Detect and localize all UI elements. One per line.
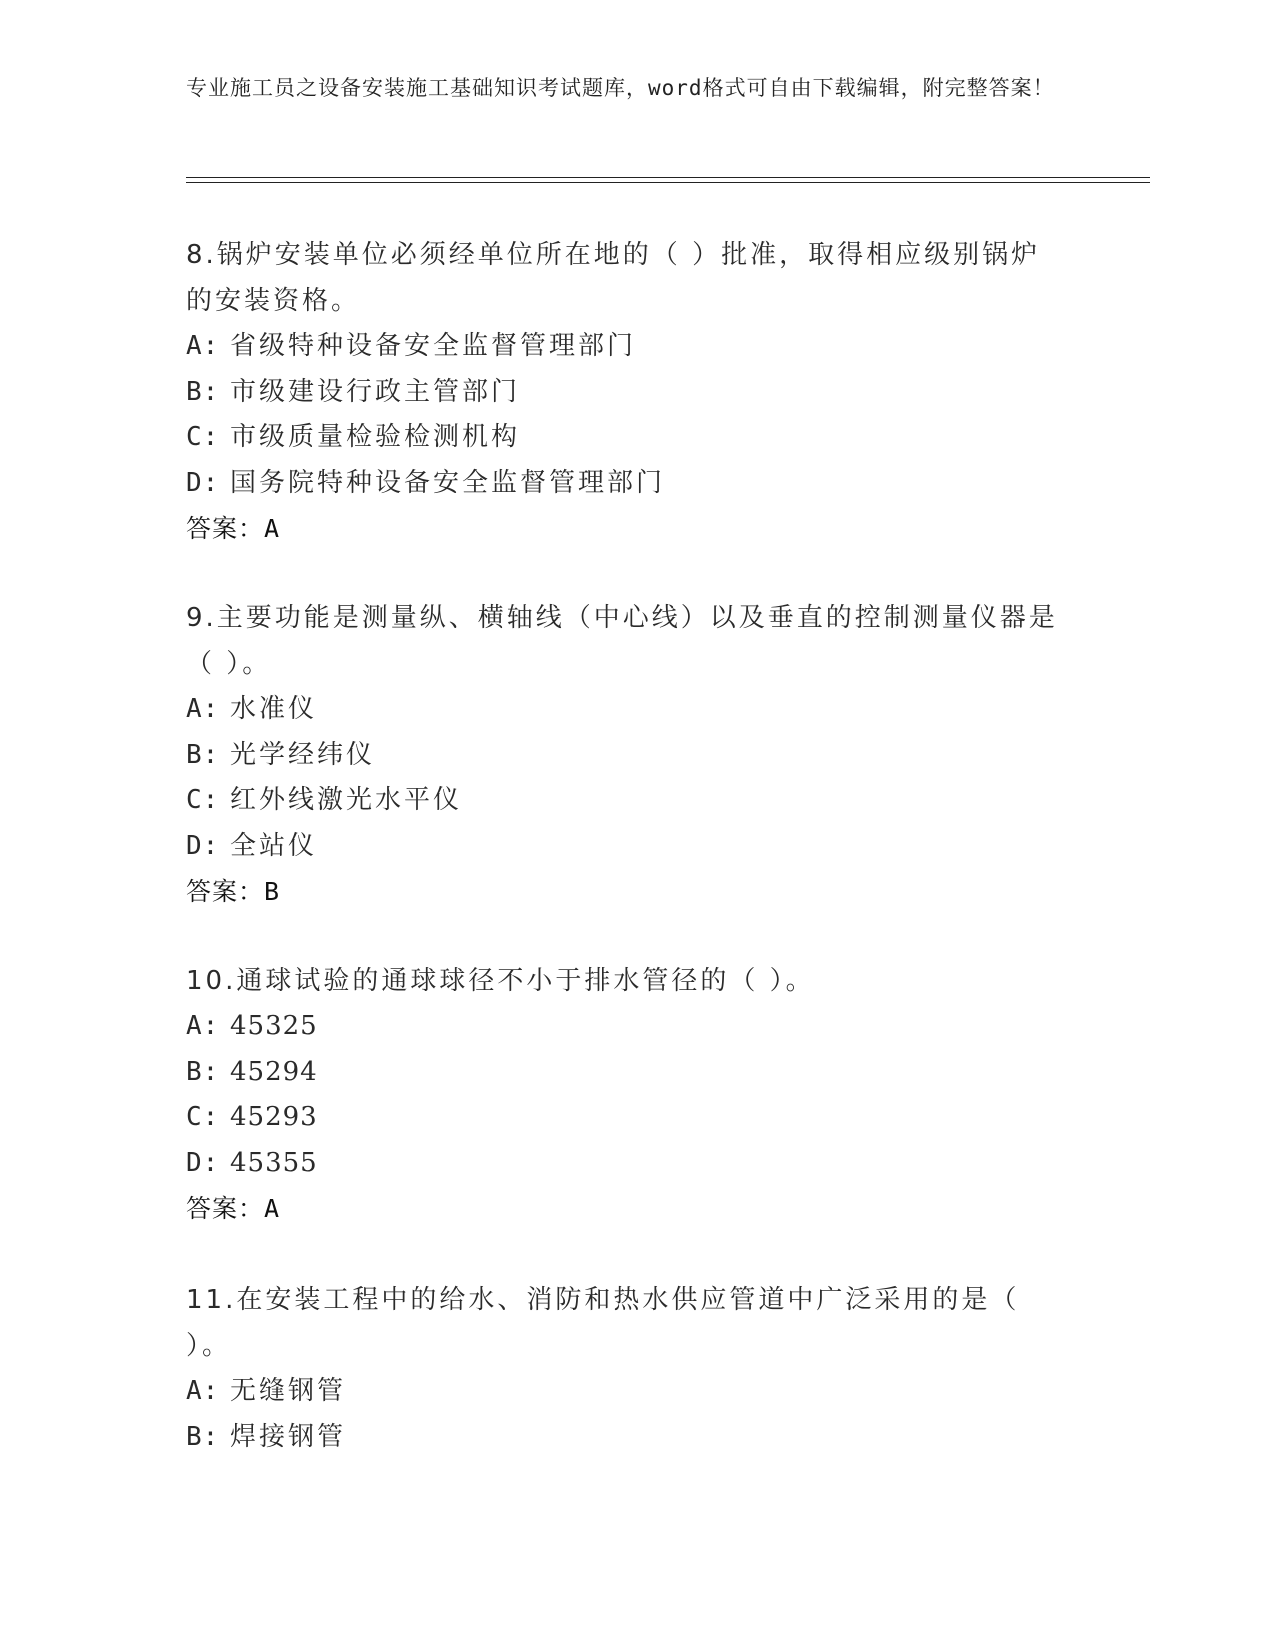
- option-d: [186, 461, 1066, 507]
- option-letter: B:: [186, 376, 220, 407]
- option-letter: B:: [186, 739, 220, 770]
- question-10: [186, 958, 1066, 1232]
- option-text: 市级质量检验检测机构: [230, 422, 521, 452]
- option-b: [186, 1415, 1066, 1461]
- option-d: [186, 824, 1066, 870]
- option-a: [186, 687, 1066, 733]
- option-a: [186, 1369, 1066, 1415]
- option-letter: B:: [186, 1421, 220, 1452]
- option-letter: D:: [186, 467, 220, 498]
- question-stem: 11.在安装工程中的给水、消防和热水供应管道中广泛采用的是（ ）。: [186, 1285, 1020, 1361]
- option-b: [186, 1050, 1066, 1096]
- option-a: [186, 324, 1066, 370]
- option-letter: B:: [186, 1056, 220, 1087]
- option-text: 市级建设行政主管部门: [230, 376, 521, 407]
- option-text: 红外线激光水平仪: [230, 785, 463, 815]
- question-stem: 8.锅炉安装单位必须经单位所在地的（ ）批准，取得相应级别锅炉的安装资格。: [186, 240, 1041, 316]
- option-text: 国务院特种设备安全监督管理部门: [230, 467, 666, 498]
- option-text: 45293: [230, 1102, 318, 1132]
- option-c: [186, 778, 1066, 824]
- question-stem: 10.通球试验的通球球径不小于排水管径的（ ）。: [186, 966, 815, 996]
- option-text: 水准仪: [230, 694, 318, 724]
- option-letter: A:: [186, 331, 220, 361]
- option-a: [186, 1004, 1066, 1050]
- document-header: [186, 72, 1066, 105]
- question-9: [186, 595, 1066, 915]
- option-letter: C:: [186, 1102, 220, 1132]
- answer-line: 答案：B: [186, 877, 281, 906]
- option-letter: A:: [186, 1376, 220, 1406]
- header-divider-line: [186, 177, 1150, 178]
- option-letter: D:: [186, 830, 220, 861]
- answer-line: 答案：A: [186, 1194, 281, 1223]
- option-letter: A:: [186, 1011, 220, 1041]
- option-text: 无缝钢管: [230, 1376, 347, 1406]
- option-text: 省级特种设备安全监督管理部门: [230, 331, 637, 361]
- option-letter: D:: [186, 1147, 220, 1178]
- option-text: 全站仪: [230, 830, 318, 861]
- option-text: 45355: [230, 1147, 318, 1178]
- option-b: [186, 370, 1066, 416]
- option-c: [186, 415, 1066, 461]
- header-divider-line: [186, 182, 1150, 183]
- answer-line: 答案：A: [186, 514, 281, 543]
- option-letter: A:: [186, 694, 220, 724]
- option-text: 45325: [230, 1011, 318, 1041]
- question-8: [186, 232, 1066, 552]
- question-11: [186, 1277, 1066, 1460]
- question-stem: 9.主要功能是测量纵、横轴线（中心线）以及垂直的控制测量仪器是（ ）。: [186, 603, 1058, 679]
- option-letter: C:: [186, 422, 220, 452]
- option-d: [186, 1141, 1066, 1187]
- option-text: 焊接钢管: [230, 1421, 347, 1452]
- option-letter: C:: [186, 785, 220, 815]
- header-title: 专业施工员之设备安装施工基础知识考试题库，word格式可自由下载编辑，附完整答案！: [186, 76, 1055, 100]
- option-text: 45294: [230, 1056, 318, 1087]
- option-b: [186, 733, 1066, 779]
- option-text: 光学经纬仪: [230, 739, 376, 770]
- option-c: [186, 1095, 1066, 1141]
